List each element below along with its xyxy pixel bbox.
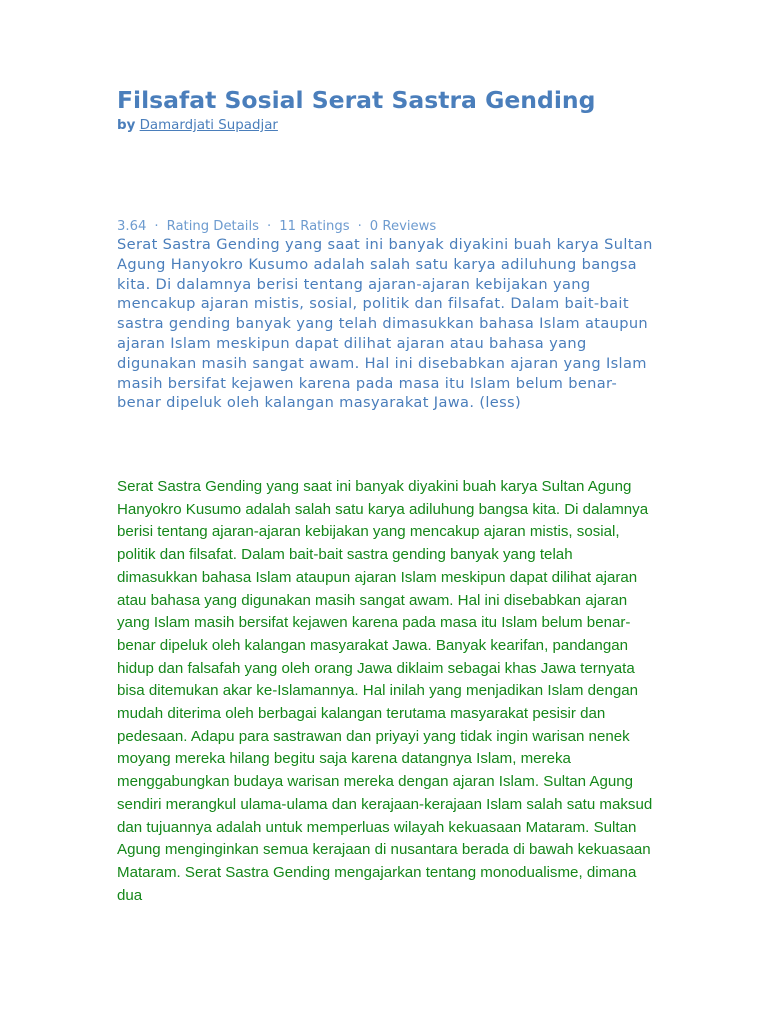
rating-stats (117, 217, 436, 237)
description-text: Serat Sastra Gending yang saat ini banyak diyakini buah karya Sultan Agung Hanyokro Kusumo adalah salah satu karya adiluhung bangsa kita. Di dalamnya berisi tentang ajaran-ajaran kebijakan yang mencakup ajaran mistis, sosial, politik dan filsafat. Dalam bait-bait sastra gending banyak yang telah dimasukkan bahasa Islam ataupun ajaran Islam meskipun dapat dilihat ajaran atau bahasa yang digunakan masih sangat awam. Hal ini disebabkan ajaran yang Islam masih bersifat kejawen karena pada masa itu Islam belum benar-benar dipeluk oleh kalangan masyarakat Jawa. (117, 236, 653, 412)
book-title: Filsafat Sosial Serat Sastra Gending (117, 86, 596, 114)
stats-separator: · (357, 219, 362, 234)
ratings-count-link[interactable]: 11 Ratings (279, 219, 350, 234)
book-description (117, 235, 657, 413)
less-toggle[interactable]: (less) (479, 394, 522, 412)
reviews-count-link[interactable]: 0 Reviews (369, 219, 437, 234)
stats-separator: · (154, 219, 159, 234)
average-rating: 3.64 (117, 219, 147, 234)
by-label: by (117, 118, 136, 133)
author-byline (117, 116, 278, 136)
body-paragraph: Serat Sastra Gending yang saat ini banyak diyakini buah karya Sultan Agung Hanyokro Kusumo adalah salah satu karya adiluhung bangsa kita. Di dalamnya berisi tentang ajaran-ajaran kebijakan yang mencakup ajaran mistis, sosial, politik dan filsafat. Dalam bait-bait sastra gending banyak yang telah dimasukkan bahasa Islam ataupun ajaran Islam meskipun dapat dilihat ajaran atau bahasa yang digunakan masih sangat awam. Hal ini disebabkan ajaran yang Islam masih bersifat kejawen karena pada masa itu Islam belum benar-benar dipeluk oleh kalangan masyarakat Jawa. Banyak kearifan, pandangan hidup dan falsafah yang oleh orang Jawa diklaim sebagai khas Jawa ternyata bisa ditemukan akar ke-Islamannya. Hal inilah yang menjadikan Islam dengan mudah diterima oleh berbagai kalangan terutama masyarakat pesisir dan pedesaan. Adapu para sastrawan dan priyayi yang tidak ingin warisan nenek moyang mereka hilang begitu saja karena datangnya Islam, mereka menggabungkan budaya warisan mereka dengan ajaran Islam. Sultan Agung sendiri merangkul ulama-ulama dan kerajaan-kerajaan Islam salah satu maksud dan tujuannya adalah untuk memperluas wilayah kekuasaan Mataram. Sultan Agung menginginkan semua kerajaan di nusantara berada di bawah kekuasaan Mataram. Serat Sastra Gending mengajarkan tentang monodualisme, dimana dua (117, 478, 653, 904)
stats-separator: · (267, 219, 272, 234)
rating-details-link[interactable]: Rating Details (166, 219, 260, 234)
author-link[interactable]: Damardjati Supadjar (139, 118, 278, 133)
